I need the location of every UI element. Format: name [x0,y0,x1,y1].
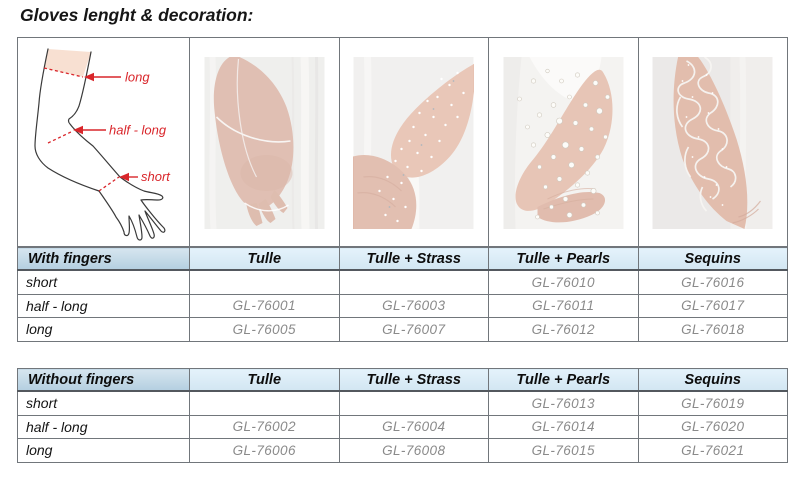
table-row-short [18,270,788,294]
table-row-short [18,391,788,415]
product-code-cell: GL-76002 [190,415,340,439]
product-code-cell: GL-76003 [339,294,489,318]
product-code-cell: GL-76010 [489,270,639,294]
column-header-sequins: Sequins [638,369,788,392]
row-label-half-long: half - long [18,294,190,318]
product-code-cell: GL-76011 [489,294,639,318]
product-code-cell: GL-76018 [638,318,788,342]
photo-grid [17,37,788,247]
product-code-cell: GL-76014 [489,415,639,439]
length-label-half-long: half - long [109,122,167,138]
product-code-cell: GL-76016 [638,270,788,294]
product-code-cell [339,270,489,294]
sequins-glove-photo [652,57,773,229]
table-row-long [18,318,788,342]
column-header-tulle: Tulle [190,369,340,392]
column-header-tulle-strass: Tulle + Strass [339,369,489,392]
product-code-cell: GL-76008 [339,439,489,463]
tulle-pearls-photo-cell [488,38,638,253]
column-header-tulle-pearls: Tulle + Pearls [489,369,639,392]
table-row-half-long [18,294,788,318]
product-code-cell: GL-76012 [489,318,639,342]
product-code-cell: GL-76021 [638,439,788,463]
tulle-pearls-glove-photo [503,57,624,229]
row-label-short: short [18,391,190,415]
product-code-cell: GL-76005 [190,318,340,342]
tulle-glove-photo [204,57,325,229]
length-label-short: short [141,169,170,184]
tulle-photo-cell [189,38,339,253]
column-header-tulle: Tulle [190,248,340,271]
product-code-cell [190,270,340,294]
table-row-long [18,439,788,463]
length-annotations [73,70,171,185]
row-label-short: short [18,270,190,294]
product-code-cell [190,391,340,415]
product-code-cell: GL-76015 [489,439,639,463]
row-label-half-long: half - long [18,415,190,439]
row-label-long: long [18,439,190,463]
table-title-without-fingers: Without fingers [18,369,190,392]
arm-diagram-drawing [18,38,189,248]
product-code-cell: GL-76006 [190,439,340,463]
table-header-row [18,369,788,392]
tulle-strass-photo-cell [339,38,489,253]
column-header-tulle-pearls: Tulle + Pearls [489,248,639,271]
product-code-cell [339,391,489,415]
product-code-cell: GL-76020 [638,415,788,439]
product-code-cell: GL-76013 [489,391,639,415]
product-code-cell: GL-76017 [638,294,788,318]
without-fingers-table [17,368,788,463]
column-header-sequins: Sequins [638,248,788,271]
table-header-row [18,248,788,271]
sequins-photo-cell [638,38,788,253]
with-fingers-table [17,247,788,342]
product-code-cell: GL-76001 [190,294,340,318]
row-label-long: long [18,318,190,342]
tulle-strass-glove-photo [353,57,474,229]
table-title-with-fingers: With fingers [18,248,190,271]
glove-length-diagram [18,38,189,253]
length-label-long: long [125,69,150,85]
table-row-half-long [18,415,788,439]
product-code-cell: GL-76004 [339,415,489,439]
column-header-tulle-strass: Tulle + Strass [339,248,489,271]
page-title: Gloves lenght & decoration: [20,5,254,25]
product-code-cell: GL-76019 [638,391,788,415]
product-code-cell: GL-76007 [339,318,489,342]
